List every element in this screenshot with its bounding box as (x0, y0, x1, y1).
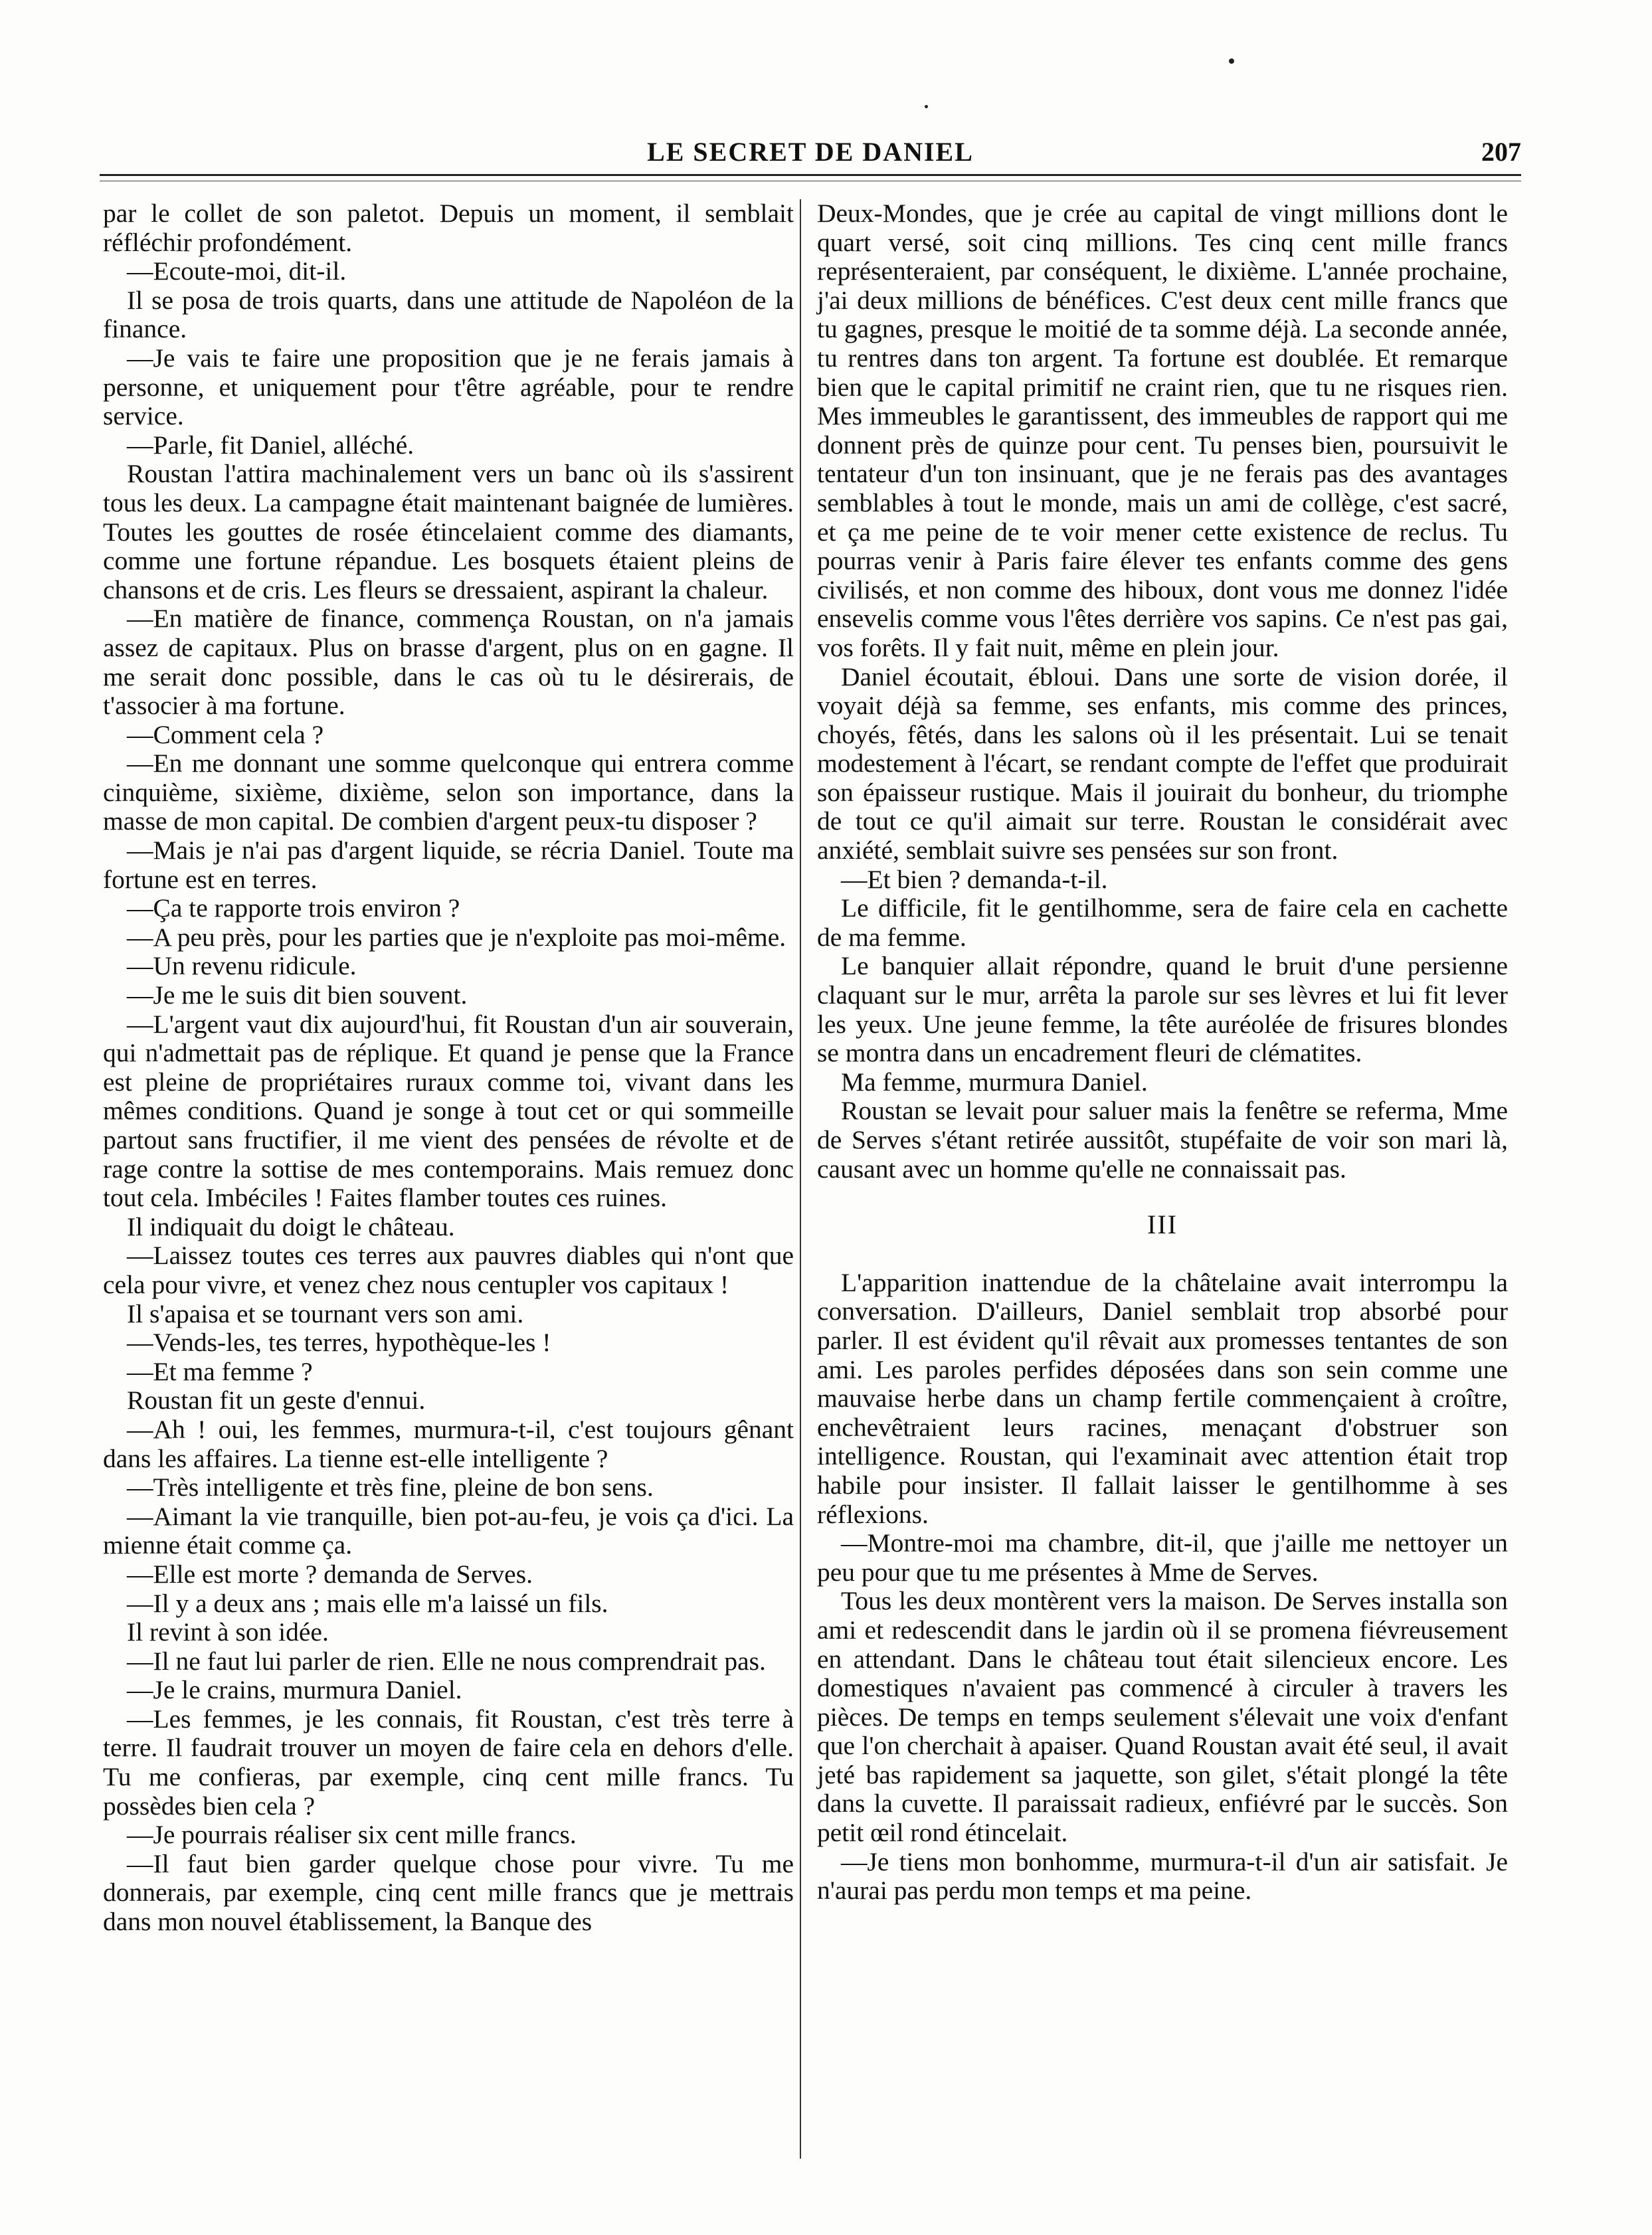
chapter-heading: III (1147, 1209, 1178, 1240)
paragraph: —Je vais te faire une proposition que je ne ferais jamais à personne, et uniquement pour t'être agréable, pour te rendre service. (103, 343, 794, 431)
paragraph: Deux-Mondes, que je crée au capital de vingt millions dont le quart versé, soit cinq millions. Tes cinq cent mille francs représenteraient, par conséquent, le dixième. L'année prochaine, j'ai deux millions de bénéfices. C'est deux cent mille francs que tu gagnes, presque le moitié de ta somme déjà. La seconde année, tu rentres dans ton argent. Ta fortune est doublée. Et remarque bien que le capital primitif ne craint rien, que tu ne risques rien. Mes immeubles le garantissent, des immeubles de rapport qui me donnent près de quinze pour cent. Tu penses bien, poursuivit le tentateur d'un ton insinuant, que je ne ferais pas des avantages semblables à tout le monde, mais un ami de collège, c'est sacré, et ça me peine de te voir mener cette existence de reclus. Tu pourras venir à Paris faire élever tes enfants comme des gens civilisés, et non comme des hiboux, dont vous me donnez l'idée ensevelis comme vous l'êtes derrière vos sapins. Ce n'est pas gai, vos forêts. Il y fait nuit, même en plein jour. (817, 199, 1508, 662)
header-rule (100, 174, 1521, 176)
paragraph: Il se posa de trois quarts, dans une attitude de Napoléon de la finance. (103, 285, 794, 344)
right-column (817, 199, 1508, 1906)
paragraph: —Je pourrais réaliser six cent mille francs. (127, 1820, 577, 1850)
paragraph: —Vends-les, tes terres, hypothèque-les ! (127, 1328, 551, 1358)
paragraph: —En me donnant une somme quelconque qui entrera comme cinquième, sixième, dixième, selon son importance, dans la masse de mon capital. De combien d'argent peux-tu disposer ? (103, 749, 794, 836)
page-number: 207 (1481, 137, 1521, 167)
paragraph: Il revint à son idée. (127, 1617, 329, 1647)
paragraph: Roustan se levait pour saluer mais la fenêtre se referma, Mme de Serves s'étant retirée aussitôt, stupéfaite de voir son mari là, causant avec un homme qu'elle ne connaissait pas. (817, 1096, 1508, 1184)
paragraph: Ma femme, murmura Daniel. (841, 1067, 1148, 1097)
paragraph: —Je le crains, murmura Daniel. (127, 1675, 462, 1705)
column-divider (800, 199, 801, 2159)
paragraph: Daniel écoutait, ébloui. Dans une sorte de vision dorée, il voyait déjà sa femme, ses enfants, mis comme des princes, choyés, fêtés, dans les salons où il les présentait. Lui se tenait modestement à l'écart, se rendant compte de l'effet que produirait son épaisseur rustique. Mais il jouirait du bonheur, du triomphe de tout ce qu'il aimait sur terre. Roustan le considérait avec anxiété, semblait suivre ses pensées sur son front. (817, 662, 1508, 865)
paragraph: Il s'apaisa et se tournant vers son ami. (127, 1298, 524, 1328)
paragraph: —Je me le suis dit bien souvent. (127, 980, 468, 1010)
running-head (100, 136, 1521, 176)
paragraph: —Il ne faut lui parler de rien. Elle ne nous comprendrait pas. (127, 1646, 766, 1676)
paragraph: —Elle est morte ? demanda de Serves. (127, 1559, 533, 1589)
paragraph: Le banquier allait répondre, quand le bruit d'une persienne claquant sur le mur, arrêta la parole sur ses lèvres et lui fit lever les yeux. Une jeune femme, la tête auréolée de frisures blondes se montra dans un encadrement fleuri de clématites. (817, 951, 1508, 1068)
paragraph: —Parle, fit Daniel, alléché. (127, 430, 414, 460)
paragraph: —Et bien ? demanda-t-il. (841, 864, 1108, 894)
paragraph: —Je tiens mon bonhomme, murmura-t-il d'un air satisfait. Je n'aurai pas perdu mon temps et ma peine. (817, 1846, 1508, 1906)
paragraph: Le difficile, fit le gentilhomme, sera de faire cela en cachette de ma femme. (817, 893, 1508, 952)
paragraph: —En matière de finance, commença Roustan, on n'a jamais assez de capitaux. Plus on brasse d'argent, plus on en gagne. Il me serait donc possible, dans le cas où tu le désirerais, de t'associer à ma fortune. (103, 604, 794, 721)
left-column (103, 199, 794, 1937)
paragraph: —L'argent vaut dix aujourd'hui, fit Roustan d'un air souverain, qui n'admettait pas de réplique. Et quand je pense que la France est pleine de propriétaires ruraux comme toi, vivant dans les mêmes conditions. Quand je songe à tout cet or qui sommeille partout sans fructifier, il me vient des pensées de révolte et de rage contre la sottise de mes contemporains. Mais remuez donc tout cela. Imbéciles ! Faites flamber toutes ces ruines. (103, 1009, 794, 1213)
paragraph: —Il faut bien garder quelque chose pour vivre. Tu me donnerais, par exemple, cinq cent mille francs que je mettrais dans mon nouvel établissement, la Banque des (103, 1848, 794, 1937)
paragraph: Roustan fit un geste d'ennui. (127, 1386, 426, 1415)
paragraph: Tous les deux montèrent vers la maison. De Serves installa son ami et redescendit dans le jardin où il se promena fiévreusement en attendant. Dans le château tout était silencieux encore. Les domestiques n'avaient pas commencé à circuler à travers les pièces. De temps en temps seulement s'élevait une voix d'enfant que l'on cherchait à apaiser. Quand Roustan avait été seul, il avait jeté bas rapidement sa jaquette, son gilet, s'était plongé la tête dans la cuvette. Il paraissait radieux, enfiévré par le succès. Son petit œil rond étincelait. (817, 1586, 1508, 1848)
paragraph: L'apparition inattendue de la châtelaine avait interrompu la conversation. D'ailleurs, Daniel semblait trop absorbé pour parler. Il est évident qu'il rêvait aux promesses tentantes de son ami. Les paroles perfides déposées dans son sein comme une mauvaise herbe dans un champ fertile commençaient à croître, enchevêtraient leurs racines, menaçant d'obstruer son intelligence. Roustan, qui l'examinait avec attention était trop habile pour insister. Il fallait laisser le gentilhomme à ses réflexions. (817, 1267, 1508, 1529)
paragraph: —A peu près, pour les parties que je n'exploite pas moi-même. (127, 922, 786, 952)
paragraph: —Et ma femme ? (127, 1356, 313, 1386)
paragraph: —Mais je n'ai pas d'argent liquide, se récria Daniel. Toute ma fortune est en terres. (103, 836, 794, 894)
paragraph: —Ah ! oui, les femmes, murmura-t-il, c'est toujours gênant dans les affaires. La tienne est-elle intelligente ? (103, 1414, 794, 1473)
paragraph: —Laissez toutes ces terres aux pauvres diables qui n'ont que cela pour vivre, et venez chez nous centupler vos capitaux ! (103, 1241, 794, 1299)
ink-speck (1229, 58, 1234, 64)
running-title: LE SECRET DE DANIEL (647, 137, 974, 167)
paragraph: par le collet de son paletot. Depuis un moment, il semblait réfléchir profondément. (103, 199, 794, 257)
paragraph: —Aimant la vie tranquille, bien pot-au-feu, je vois ça d'ici. La mienne était comme ça. (103, 1501, 794, 1560)
paragraph: —Comment cela ? (127, 719, 324, 749)
paragraph: —Montre-moi ma chambre, dit-il, que j'aille me nettoyer un peu pour que tu me présentes à Mme de Serves. (817, 1528, 1508, 1587)
paragraph: Roustan l'attira machinalement vers un banc où ils s'assirent tous les deux. La campagne était maintenant baignée de lumières. Toutes les gouttes de rosée étincelaient comme des diamants, comme une fortune répandue. Les bosquets étaient pleins de chansons et de cris. Les fleurs se dressaient, aspirant la chaleur. (103, 459, 794, 604)
paragraph: —Un revenu ridicule. (127, 951, 357, 981)
paragraph: —Ça te rapporte trois environ ? (127, 893, 460, 923)
ink-speck (925, 105, 928, 108)
paragraph: —Ecoute-moi, dit-il. (127, 256, 347, 286)
paragraph: —Très intelligente et très fine, pleine de bon sens. (127, 1473, 654, 1502)
paragraph: —Il y a deux ans ; mais elle m'a laissé un fils. (127, 1588, 608, 1618)
paragraph: —Les femmes, je les connais, fit Roustan, c'est très terre à terre. Il faudrait trouver un moyen de faire cela en dehors d'elle. Tu me confieras, par exemple, cinq cent mille francs. Tu possèdes bien cela ? (103, 1704, 794, 1821)
paragraph: Il indiquait du doigt le château. (127, 1211, 455, 1241)
